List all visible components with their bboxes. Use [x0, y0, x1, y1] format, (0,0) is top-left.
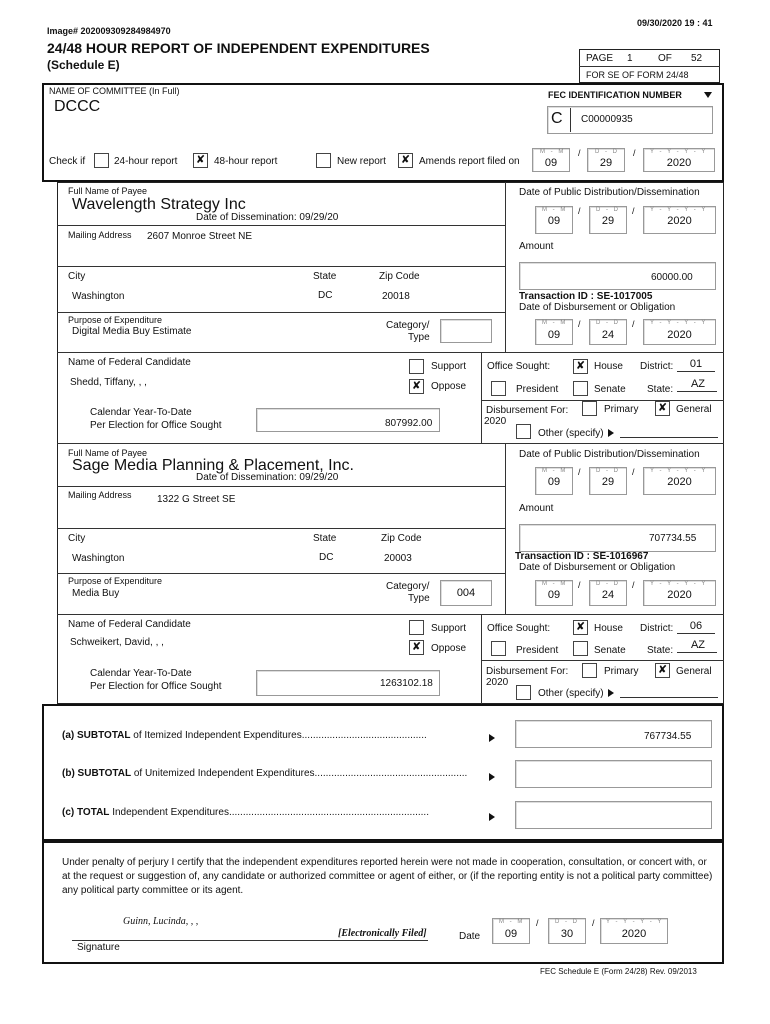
- payee-name: Sage Media Planning & Placement, Inc.: [72, 457, 354, 474]
- disb-dd: 24: [601, 589, 615, 601]
- label-purpose: Purpose of Expenditure: [68, 315, 163, 325]
- label-district: District:: [640, 623, 674, 634]
- subtotal-b-label: [62, 768, 467, 779]
- label-date-disbursement: Date of Disbursement or Obligation: [519, 302, 676, 313]
- checkbox-support[interactable]: [409, 620, 424, 635]
- label-district: District:: [640, 361, 674, 372]
- checkbox-president[interactable]: [491, 641, 506, 656]
- dissemination-date: 09/29/20: [299, 472, 339, 483]
- checkbox-24-hour[interactable]: [94, 153, 109, 168]
- purpose: Media Buy: [72, 588, 120, 599]
- slash: /: [578, 580, 581, 590]
- amends-dd: 29: [599, 157, 613, 169]
- label-city: City: [68, 271, 86, 282]
- electronically-filed: [Electronically Filed]: [338, 928, 427, 939]
- sign-dd: 30: [560, 928, 574, 940]
- label-mailing-address: Mailing Address: [68, 490, 132, 500]
- payee-name: Wavelength Strategy Inc: [72, 196, 246, 213]
- total-c-prefix: (c) TOTAL: [62, 807, 110, 818]
- label-oppose: Oppose: [431, 381, 467, 392]
- hint-mm: M - M: [542, 468, 568, 474]
- label-category: Category/: [386, 320, 430, 331]
- label-disbursement-for: Disbursement For:: [486, 405, 569, 416]
- label-general: General: [676, 666, 712, 677]
- slash: /: [578, 148, 581, 158]
- hint-yyyy: Y - Y - Y - Y: [650, 207, 708, 213]
- label-cand-state: State:: [647, 384, 674, 395]
- hint-dd: D - D: [596, 320, 620, 326]
- category-field[interactable]: [440, 319, 492, 343]
- dissemination-date: 09/29/20: [299, 212, 339, 223]
- fec-id-label: FEC IDENTIFICATION NUMBER: [548, 90, 682, 100]
- checkbox-oppose[interactable]: ✘: [409, 640, 424, 655]
- label-primary: Primary: [604, 404, 639, 415]
- checkbox-senate[interactable]: [573, 381, 588, 396]
- label-disbursement-for: Disbursement For:: [486, 666, 569, 677]
- label-mailing-address: Mailing Address: [68, 230, 132, 240]
- committee-name-label: NAME OF COMMITTEE (In Full): [49, 86, 180, 96]
- fec-id-prefix: C: [551, 110, 563, 127]
- for-se-label: FOR SE OF FORM 24/48: [586, 70, 689, 80]
- disb-yyyy: 2020: [667, 589, 692, 601]
- label-new-report: New report: [337, 156, 386, 167]
- form-subtitle: (Schedule E): [47, 58, 120, 72]
- form-footer: FEC Schedule E (Form 24/28) Rev. 09/2013: [540, 967, 697, 976]
- amount-value: 60000.00: [651, 272, 693, 283]
- total-c-label: [62, 807, 429, 818]
- label-date-disbursement: Date of Disbursement or Obligation: [519, 562, 676, 573]
- amount-value: 707734.55: [649, 533, 697, 544]
- slash: /: [632, 319, 635, 329]
- hint-mm: M - M: [542, 581, 568, 587]
- label-city: City: [68, 533, 86, 544]
- slash: /: [578, 206, 581, 216]
- label-cytd-2: Per Election for Office Sought: [90, 681, 222, 692]
- slash: /: [632, 206, 635, 216]
- label-date-public: Date of Public Distribution/Dissemination: [519, 449, 700, 460]
- checkbox-general[interactable]: ✘: [655, 663, 670, 678]
- label-federal-candidate: Name of Federal Candidate: [68, 357, 191, 368]
- label-house: House: [594, 361, 623, 372]
- label-office-sought: Office Sought:: [487, 623, 551, 634]
- district: 01: [689, 358, 703, 370]
- hint-dd: D - D: [596, 207, 620, 213]
- subtotal-b-field[interactable]: [515, 760, 712, 788]
- subtotal-a-prefix: (a) SUBTOTAL: [62, 730, 131, 741]
- certification-text: Under penalty of perjury I certify that the independent expenditures reported herein were not made in cooperation, consultation, or concert with, or at the request or suggestion of, any candidate or authorized committee or agent of either, or (if the reporting entity is not a political party committee) any political party committee or its agent.: [62, 857, 713, 896]
- label-office-sought: Office Sought:: [487, 361, 551, 372]
- district: 06: [689, 620, 703, 632]
- arrow-right-icon: [489, 773, 495, 781]
- label-amends: Amends report filed on: [419, 156, 520, 167]
- checkbox-general[interactable]: ✘: [655, 401, 670, 416]
- label-state: State: [313, 271, 337, 282]
- cytd-value: 1263102.18: [380, 678, 433, 689]
- hint-dd: D - D: [595, 149, 619, 155]
- sign-mm: 09: [504, 928, 518, 940]
- zip-code: 20018: [382, 291, 410, 302]
- checkbox-president[interactable]: [491, 381, 506, 396]
- state: DC: [318, 290, 333, 301]
- label-cytd-1: Calendar Year-To-Date: [90, 668, 192, 679]
- subtotal-b-text: of Unitemized Independent Expenditures.......................................................: [133, 768, 468, 779]
- amends-yyyy: 2020: [666, 157, 692, 169]
- slash: /: [632, 580, 635, 590]
- label-support: Support: [431, 623, 467, 634]
- label-category: Category/: [386, 581, 430, 592]
- checkbox-support[interactable]: [409, 359, 424, 374]
- arrow-right-icon: [489, 734, 495, 742]
- page-number: 1: [627, 53, 633, 64]
- check-if-label: Check if: [49, 156, 86, 167]
- hint-dd: D - D: [596, 581, 620, 587]
- hint-dd: D - D: [555, 919, 579, 925]
- disb-yyyy: 2020: [667, 329, 692, 341]
- page-label: PAGE: [586, 53, 614, 64]
- label-senate: Senate: [594, 384, 626, 395]
- hint-mm: M - M: [499, 919, 525, 925]
- arrow-right-icon: [608, 689, 614, 697]
- amends-mm: 09: [544, 157, 558, 169]
- label-oppose: Oppose: [431, 643, 467, 654]
- disbursement-year: 2020: [484, 416, 507, 427]
- label-dissemination-date: Date of Dissemination:: [196, 472, 297, 483]
- public-yyyy: 2020: [667, 215, 692, 227]
- signer-name: Guinn, Lucinda, , ,: [123, 916, 199, 927]
- cytd-value: 807992.00: [385, 418, 433, 429]
- mailing-address: 2607 Monroe Street NE: [147, 231, 253, 242]
- checkbox-new-report[interactable]: [316, 153, 331, 168]
- label-full-name: Full Name of Payee: [68, 186, 148, 196]
- slash: /: [578, 319, 581, 329]
- label-dissemination-date: Date of Dissemination:: [196, 212, 297, 223]
- label-type: Type: [408, 593, 430, 604]
- arrow-right-icon: [608, 429, 614, 437]
- city: Washington: [72, 291, 125, 302]
- candidate-name: Schweikert, David, , ,: [70, 637, 164, 648]
- total-c-field[interactable]: [515, 801, 712, 829]
- label-cand-state: State:: [647, 645, 674, 656]
- triangle-down-icon: [704, 92, 712, 98]
- signature-label: Signature: [77, 942, 120, 953]
- arrow-right-icon: [489, 813, 495, 821]
- candidate-name: Shedd, Tiffany, , ,: [70, 377, 147, 388]
- hint-mm: M - M: [542, 207, 568, 213]
- checkbox-house[interactable]: ✘: [573, 620, 588, 635]
- total-c-text: Independent Expenditures........................................................................: [112, 807, 429, 818]
- public-mm: 09: [547, 215, 561, 227]
- transaction-id: Transaction ID : SE-1017005: [519, 291, 653, 302]
- label-24-hour: 24-hour report: [114, 156, 178, 167]
- subtotal-a-label: [62, 730, 427, 741]
- hint-yyyy: Y - Y - Y - Y: [606, 919, 664, 925]
- fec-id-value: C00000935: [581, 114, 633, 125]
- subtotal-a-value: 767734.55: [644, 731, 692, 742]
- checkbox-amends[interactable]: ✘: [398, 153, 413, 168]
- public-dd: 29: [601, 215, 615, 227]
- disb-mm: 09: [547, 589, 561, 601]
- subtotal-b-prefix: (b) SUBTOTAL: [62, 768, 132, 779]
- label-zip: Zip Code: [381, 533, 422, 544]
- disb-dd: 24: [601, 329, 615, 341]
- candidate-state: AZ: [690, 639, 706, 651]
- slash: /: [536, 918, 539, 928]
- public-dd: 29: [601, 476, 615, 488]
- label-state: State: [313, 533, 337, 544]
- label-general: General: [676, 404, 712, 415]
- hint-yyyy: Y - Y - Y - Y: [650, 320, 708, 326]
- label-purpose: Purpose of Expenditure: [68, 576, 163, 586]
- label-president: President: [516, 645, 559, 656]
- label-federal-candidate: Name of Federal Candidate: [68, 619, 191, 630]
- slash: /: [592, 918, 595, 928]
- subtotal-a-text: of Itemized Independent Expenditures.............................................: [133, 730, 427, 741]
- label-amount: Amount: [519, 241, 554, 252]
- label-president: President: [516, 384, 559, 395]
- label-date-public: Date of Public Distribution/Dissemination: [519, 187, 700, 198]
- label-48-hour: 48-hour report: [214, 156, 278, 167]
- public-yyyy: 2020: [667, 476, 692, 488]
- transaction-id: Transaction ID : SE-1016967: [515, 551, 649, 562]
- timestamp: 09/30/2020 19 : 41: [637, 18, 713, 28]
- label-house: House: [594, 623, 623, 634]
- label-type: Type: [408, 332, 430, 343]
- checkbox-other[interactable]: [516, 685, 531, 700]
- purpose: Digital Media Buy Estimate: [72, 326, 192, 337]
- label-primary: Primary: [604, 666, 639, 677]
- hint-yyyy: Y - Y - Y - Y: [650, 149, 708, 155]
- public-mm: 09: [547, 476, 561, 488]
- candidate-state: AZ: [690, 378, 706, 390]
- hint-mm: M - M: [540, 149, 566, 155]
- slash: /: [633, 148, 636, 158]
- hint-dd: D - D: [596, 468, 620, 474]
- checkbox-48-hour[interactable]: ✘: [193, 153, 208, 168]
- city: Washington: [72, 553, 125, 564]
- checkbox-primary[interactable]: [582, 401, 597, 416]
- checkbox-oppose[interactable]: ✘: [409, 379, 424, 394]
- label-support: Support: [431, 361, 467, 372]
- disbursement-year: 2020: [486, 677, 509, 688]
- mailing-address: 1322 G Street SE: [157, 494, 236, 505]
- zip-code: 20003: [384, 553, 412, 564]
- slash: /: [632, 467, 635, 477]
- checkbox-house[interactable]: ✘: [573, 359, 588, 374]
- checkbox-other[interactable]: [516, 424, 531, 439]
- label-other: Other (specify): [538, 688, 604, 699]
- label-cytd-2: Per Election for Office Sought: [90, 420, 222, 431]
- checkbox-senate[interactable]: [573, 641, 588, 656]
- label-senate: Senate: [594, 645, 626, 656]
- slash: /: [578, 467, 581, 477]
- label-zip: Zip Code: [379, 271, 420, 282]
- state: DC: [319, 552, 334, 563]
- date-label: Date: [459, 931, 481, 942]
- hint-yyyy: Y - Y - Y - Y: [650, 468, 708, 474]
- of-label: OF: [658, 53, 672, 64]
- committee-name: DCCC: [54, 98, 101, 115]
- checkbox-primary[interactable]: [582, 663, 597, 678]
- page-total: 52: [691, 53, 703, 64]
- form-title: 24/48 HOUR REPORT OF INDEPENDENT EXPENDITURES: [47, 40, 430, 56]
- label-cytd-1: Calendar Year-To-Date: [90, 407, 192, 418]
- label-full-name: Full Name of Payee: [68, 448, 148, 458]
- image-id: Image# 202009309284984970: [47, 26, 171, 36]
- label-other: Other (specify): [538, 428, 604, 439]
- sign-yyyy: 2020: [621, 928, 647, 940]
- hint-yyyy: Y - Y - Y - Y: [650, 581, 708, 587]
- label-amount: Amount: [519, 503, 554, 514]
- category-value: 004: [456, 587, 476, 599]
- disb-mm: 09: [547, 329, 561, 341]
- hint-mm: M - M: [542, 320, 568, 326]
